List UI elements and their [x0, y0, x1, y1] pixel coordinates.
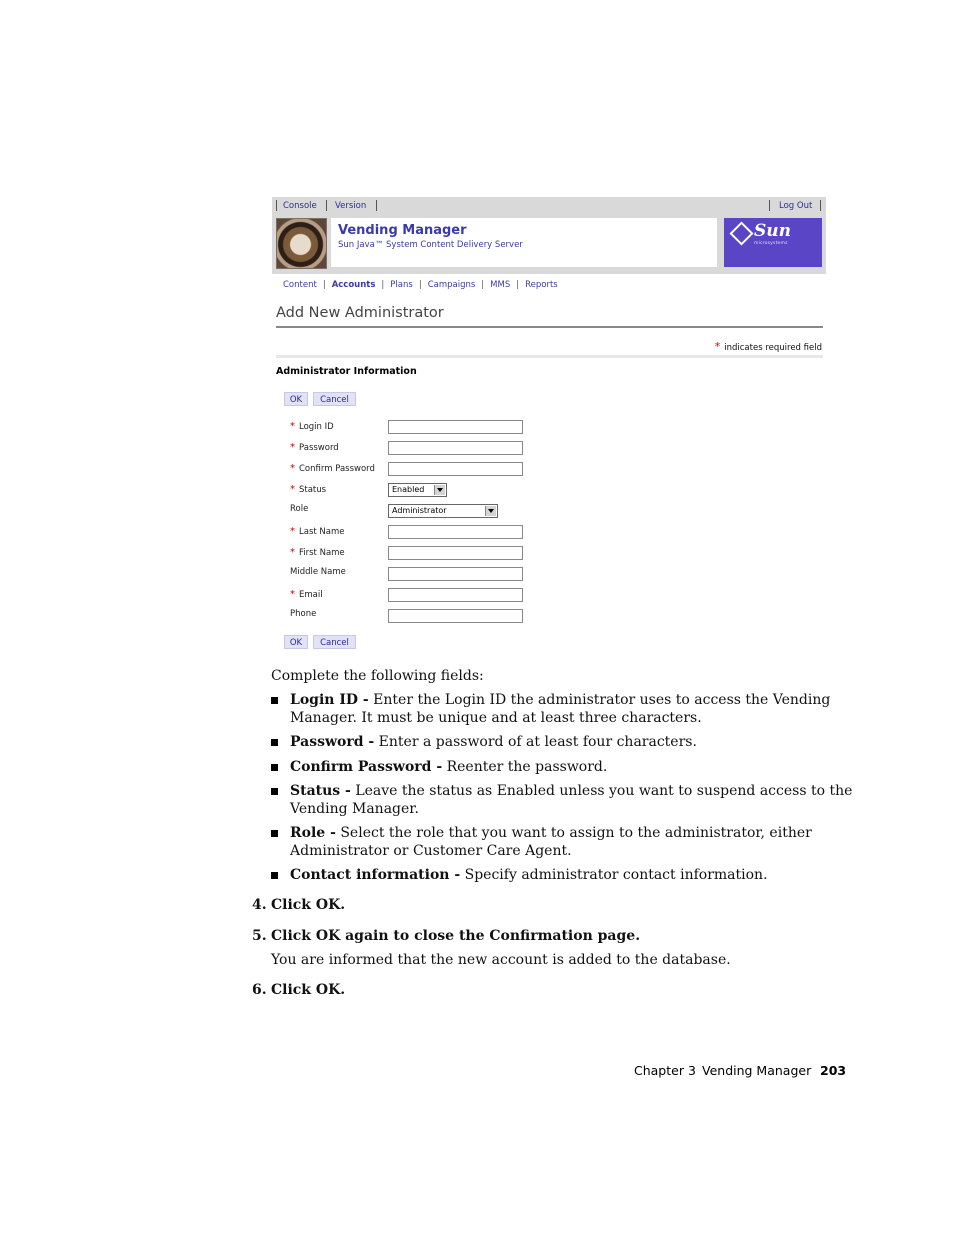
- logout-link[interactable]: Log Out: [779, 201, 813, 211]
- sun-diamond-icon: [729, 221, 753, 245]
- middle-name-input[interactable]: [388, 567, 523, 581]
- step-4: 4. Click OK.: [252, 897, 346, 913]
- status-label: * Status: [290, 484, 327, 495]
- role-select[interactable]: [388, 504, 498, 518]
- title-divider: [276, 326, 823, 328]
- version-link[interactable]: Version: [335, 201, 367, 211]
- confirm-password-input[interactable]: [388, 462, 523, 476]
- required-star-icon: *: [290, 547, 295, 558]
- bullet-icon: [271, 697, 280, 706]
- footer-section: Vending Manager: [702, 1063, 812, 1078]
- nav-campaigns[interactable]: Campaigns: [427, 280, 476, 290]
- nav-mms[interactable]: MMS: [490, 280, 511, 290]
- section-divider: [276, 355, 823, 358]
- email-input[interactable]: [388, 588, 523, 602]
- email-label: * Email: [290, 589, 323, 600]
- nav-plans[interactable]: Plans: [390, 280, 413, 290]
- title-box: [331, 218, 717, 267]
- sun-logo: [724, 218, 822, 267]
- page-title: Add New Administrator: [276, 305, 444, 321]
- required-star-icon: *: [290, 463, 295, 474]
- status-select[interactable]: [388, 483, 447, 497]
- confirm-password-label: * Confirm Password: [290, 463, 375, 474]
- last-name-input[interactable]: [388, 525, 523, 539]
- nav-separator: |: [481, 280, 485, 290]
- divider: [276, 200, 277, 211]
- first-name-label: * First Name: [290, 547, 345, 558]
- bullet-icon: [271, 788, 280, 797]
- middle-name-label: Middle Name: [290, 567, 346, 577]
- required-note-text: indicates required field: [724, 343, 822, 353]
- section-title: Administrator Information: [276, 366, 417, 377]
- chevron-down-icon[interactable]: [434, 485, 445, 495]
- bullet-confirm-password: Confirm Password - Reenter the password.: [290, 759, 608, 775]
- app-title: Vending Manager: [338, 223, 467, 238]
- bullet-contact-info: Contact information - Specify administrator contact information.: [290, 867, 768, 883]
- bullet-login-id: Login ID - Enter the Login ID the administrator uses to access the Vending: [290, 692, 831, 708]
- last-name-label: * Last Name: [290, 526, 345, 537]
- nav-separator: |: [381, 280, 385, 290]
- login-id-input[interactable]: [388, 420, 523, 434]
- bullet-icon: [271, 830, 280, 839]
- required-note: [715, 340, 822, 353]
- phone-label: Phone: [290, 609, 317, 619]
- footer-page-number: 203: [820, 1063, 847, 1078]
- chevron-down-icon[interactable]: [485, 506, 496, 516]
- cancel-button-top[interactable]: Cancel: [313, 392, 356, 406]
- phone-input[interactable]: [388, 609, 523, 623]
- required-star-icon: *: [290, 484, 295, 495]
- top-bar: [272, 197, 826, 217]
- app-subtitle: Sun Java™ System Content Delivery Server: [338, 240, 523, 250]
- bullet-status-cont: Vending Manager.: [290, 801, 419, 817]
- nav-separator: |: [322, 280, 326, 290]
- bullet-status: Status - Leave the status as Enabled unless you want to suspend access to the: [290, 783, 853, 799]
- required-star-icon: *: [290, 421, 295, 432]
- status-select-value: Enabled: [392, 485, 425, 494]
- bullet-icon: [271, 739, 280, 748]
- intro-text: Complete the following fields:: [271, 668, 484, 684]
- nav-separator: |: [516, 280, 520, 290]
- bullet-role: Role - Select the role that you want to assign to the administrator, either: [290, 825, 812, 841]
- nav-accounts[interactable]: Accounts: [331, 280, 376, 290]
- bullet-icon: [271, 764, 280, 773]
- screenshot-frame: [272, 197, 826, 652]
- required-star-icon: *: [714, 340, 721, 353]
- step-5: 5. Click OK again to close the Confirmation page.: [252, 928, 641, 944]
- step-6: 6. Click OK.: [252, 982, 346, 998]
- ok-button-top[interactable]: OK: [284, 392, 308, 406]
- nav-content[interactable]: Content: [283, 280, 317, 290]
- bullet-password: Password - Enter a password of at least four characters.: [290, 734, 697, 750]
- required-star-icon: *: [290, 442, 295, 453]
- divider: [769, 200, 770, 211]
- role-label: Role: [290, 504, 309, 514]
- divider: [376, 200, 377, 211]
- password-label: * Password: [290, 442, 339, 453]
- nav-separator: |: [418, 280, 422, 290]
- required-star-icon: *: [290, 589, 295, 600]
- main-nav: [283, 280, 558, 292]
- first-name-input[interactable]: [388, 546, 523, 560]
- ok-button-bottom[interactable]: OK: [284, 635, 308, 649]
- footer-chapter: Chapter 3: [634, 1063, 696, 1078]
- console-link[interactable]: Console: [283, 201, 317, 211]
- bullet-login-id-cont: Manager. It must be unique and at least three characters.: [290, 710, 702, 726]
- cancel-button-bottom[interactable]: Cancel: [313, 635, 356, 649]
- role-select-value: Administrator: [392, 506, 447, 515]
- divider: [326, 200, 327, 211]
- banner: [272, 217, 826, 274]
- bullet-role-cont: Administrator or Customer Care Agent.: [290, 843, 572, 859]
- sun-logo-small: microsystems: [754, 241, 788, 246]
- step-5-note: You are informed that the new account is added to the database.: [271, 952, 731, 968]
- password-input[interactable]: [388, 441, 523, 455]
- login-id-label: * Login ID: [290, 421, 334, 432]
- required-star-icon: *: [290, 526, 295, 537]
- vending-photo-image: [276, 218, 327, 269]
- bullet-icon: [271, 872, 280, 881]
- nav-reports[interactable]: Reports: [525, 280, 558, 290]
- sun-logo-word: Sun: [754, 221, 791, 241]
- divider: [820, 200, 821, 211]
